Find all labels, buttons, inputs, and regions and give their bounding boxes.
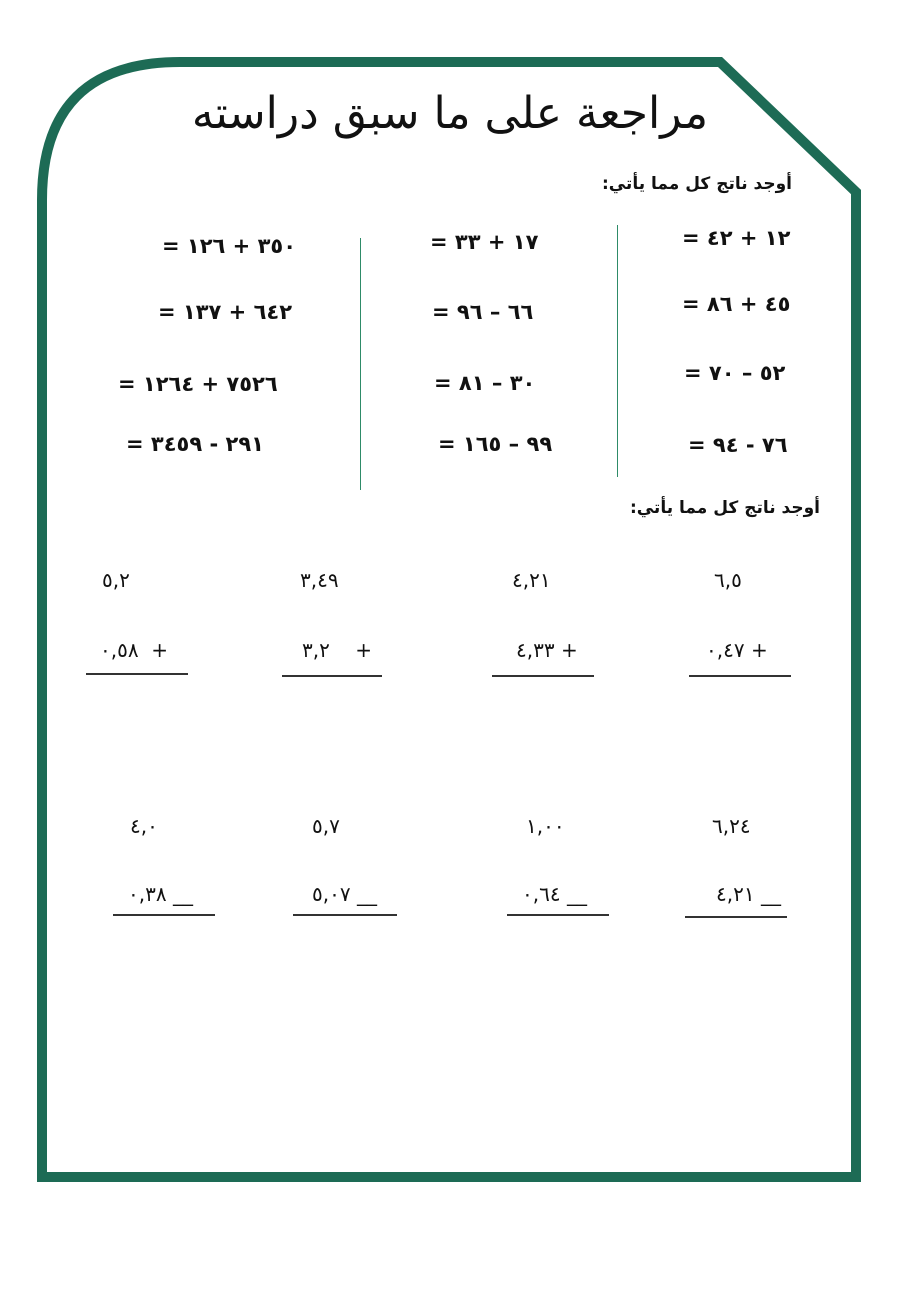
problem8-top: ٤,٠ [130, 814, 158, 838]
divider-right [617, 225, 618, 477]
problem2-line [492, 675, 594, 677]
problem6-top: ١,٠٠ [526, 814, 565, 838]
problem2-bottom: ٤,٣٣ + [516, 638, 578, 662]
problem1-top: ٦,٥ [714, 568, 742, 592]
equation-right-2: = ٤٥ + ٨٦ [682, 292, 791, 316]
equation-middle-4: = ٩٩ – ١٦٥ [438, 432, 553, 456]
problem3-bottom: ٣,٢ + [302, 638, 373, 662]
page-title: مراجعة على ما سبق دراسته [191, 88, 709, 139]
problem4-top: ٥,٢ [102, 568, 130, 592]
problem8-bottom: ٠,٣٨ __ [128, 882, 193, 906]
problem5-top: ٦,٢٤ [712, 814, 751, 838]
equation-left-2: = ٦٤٢ + ١٣٧ [158, 300, 293, 324]
equation-left-4: = ٢٩١ - ٣٤٥٩ [126, 432, 264, 456]
problem5-bottom: ٤,٢١ __ [716, 882, 781, 906]
problem5-line [685, 916, 787, 918]
equation-left-1: = ٣٥٠ + ١٢٦ [162, 234, 297, 258]
equation-middle-2: = ٦٦ – ٩٦ [432, 300, 534, 324]
problem8-line [113, 914, 215, 916]
problem7-bottom: ٥,٠٧ __ [312, 882, 377, 906]
equation-right-3: = ٥٢ – ٧٠ [684, 361, 786, 385]
problem3-top: ٣,٤٩ [300, 568, 339, 592]
equation-right-4: = ٧٦ - ٩٤ [688, 433, 788, 457]
problem7-top: ٥,٧ [312, 814, 340, 838]
section2-instruction: أوجد ناتج كل مما يأتي: [629, 498, 820, 518]
equation-middle-3: = ٣٠ – ٨١ [434, 371, 536, 395]
problem4-line [86, 673, 188, 675]
equation-middle-1: = ١٧ + ٣٣ [430, 230, 539, 254]
equation-right-1: = ١٢ + ٤٢ [682, 226, 791, 250]
problem1-bottom: ٠,٤٧ + [706, 638, 768, 662]
divider-left [360, 238, 361, 490]
problem1-line [689, 675, 791, 677]
problem2-top: ٤,٢١ [512, 568, 551, 592]
problem7-line [293, 914, 397, 916]
equation-left-3: = ٧٥٢٦ + ١٢٦٤ [118, 372, 278, 396]
problem6-bottom: ٠,٦٤ __ [522, 882, 587, 906]
problem3-line [282, 675, 382, 677]
problem6-line [507, 914, 609, 916]
problem4-bottom: ٠,٥٨ + [100, 638, 169, 662]
section1-instruction: أوجد ناتج كل مما يأتي: [601, 174, 792, 194]
